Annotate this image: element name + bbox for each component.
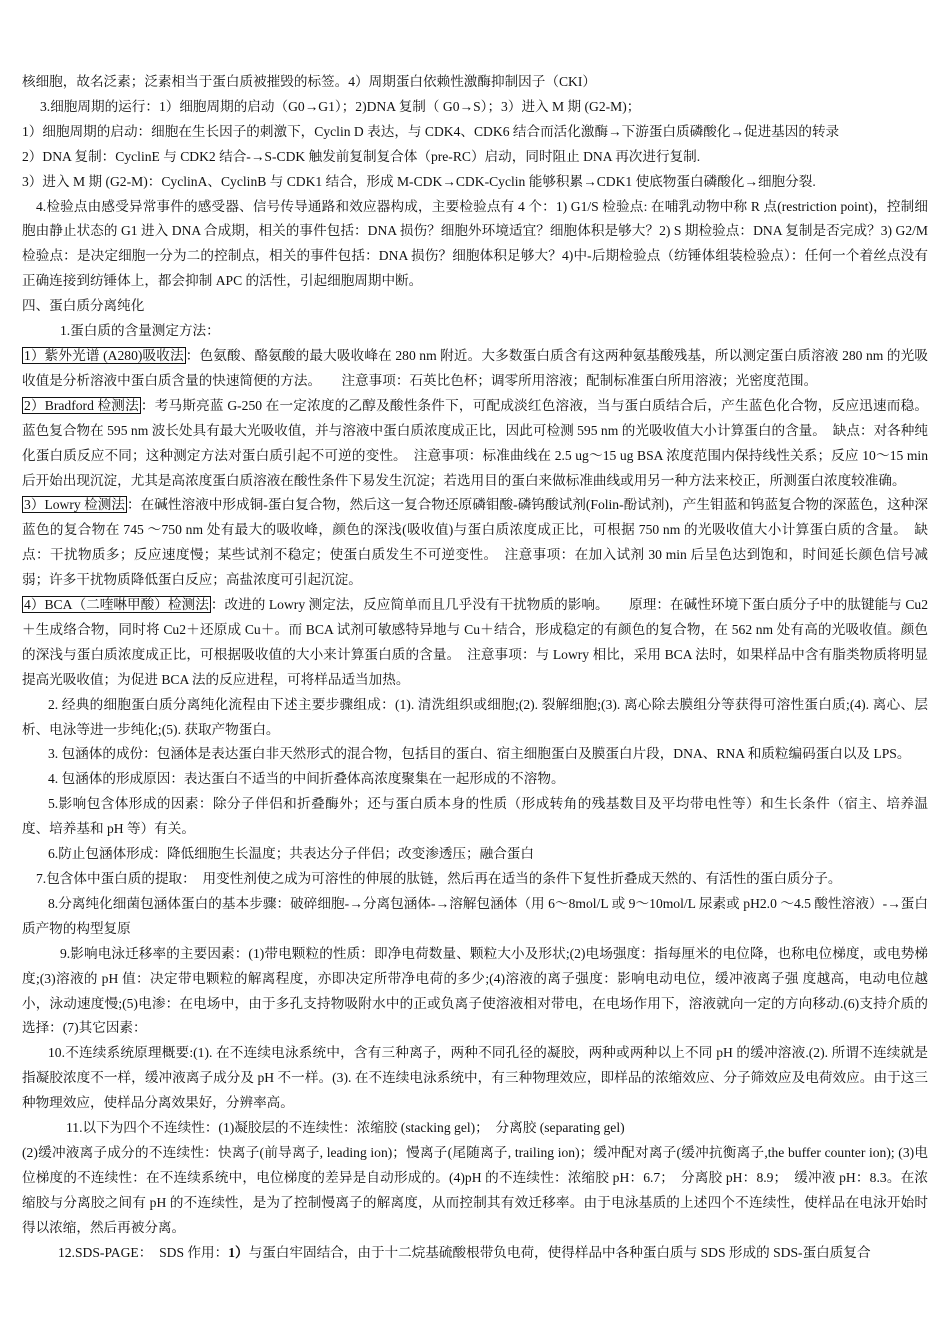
sds-page-heading: 12.SDS-PAGE： SDS 作用： [58, 1244, 229, 1260]
paragraph-discontinuity-details: (2)缓冲液离子成分的不连续性：快离子(前导离子, leading ion)；慢离子(尾随离子, trailing ion)；缓冲配对离子(缓冲抗衡离子,the buffer counter ion); (3)电位梯度的不连续性：在不连续系统中，电位梯度的差异是自动形成的。(4)pH 的不连续性：浓缩胶 pH：6.7； 分离胶 pH：8.9； 缓冲液 pH：8.3。在浓缩胶与分离胶之间有 pH 的不连续性，是为了控制慢离子的解离度，从而控制其有效迁移率。由于电泳基质的上述四个不连续性，使样品在电泳开始时得以浓缩，然后再被分离。 [22, 1144, 928, 1235]
paragraph-m-phase: 3）进入 M 期 (G2-M)：CyclinA、CyclinB 与 CDK1 结合，形成 M-CDK→CDK-Cyclin 能够积累→CDK1 使底物蛋白磷酸化→细胞分裂. [22, 173, 816, 189]
paragraph-bca-method [22, 593, 928, 693]
paragraph-sds-page [22, 1241, 928, 1266]
method-label-bca: 4）BCA（二喹啉甲酸）检测法 [24, 597, 209, 613]
method-label-uv: 1）紫外光谱 (A280)吸收法 [24, 347, 184, 363]
paragraph-checkpoints: 4.检验点由感受异常事件的感受器、信号传导通路和效应器构成，主要检验点有 4 个：1) G1/S 检验点: 在哺乳动物中称 R 点(restriction point)，控制细胞由静止状态的 G1 进入 DNA 合成期，相关的事件包括：DNA 损伤？细胞外环境适宜？细胞体积是够大？2) S 期检验点：DNA 复制是否完成？3) G2/M 检验点：是决定细胞一分为二的控制点，相关的事件包括：DNA 损伤？细胞体积足够大？4)中-后期检验点（纺锤体组装检验点）：任何一个着丝点没有正确连接到纺锤体上，都会抑制 APC 的活性，引起细胞周期中断。 [22, 198, 928, 289]
subheading-protein-quantification: 1.蛋白质的含量测定方法： [60, 323, 220, 339]
method-text-uv: ：色氨酸、酪氨酸的最大吸收峰在 280 nm 附近。大多数蛋白质含有这两种氨基酸残基，所以测定蛋白质溶液 280 nm 的光吸收值是分析溶液中蛋白质含量的快速简便的方法。 注意事项：石英比色杯；调零所用溶液；配制标准蛋白所用溶液；光密度范围。 [22, 347, 928, 388]
paragraph-lowry-method [22, 493, 928, 593]
paragraph-purification-workflow: 2. 经典的细胞蛋白质分离纯化流程由下述主要步骤组成：(1). 清洗组织或细胞;(2). 裂解细胞;(3). 离心除去膜组分等获得可溶性蛋白质;(4). 离心、层析、电泳等进一步纯化;(5). 获取产物蛋白。 [22, 696, 928, 737]
paragraph-four-discontinuities: 11.以下为四个不连续性：(1)凝胶层的不连续性：浓缩胶 (stacking gel)； 分离胶 (separating gel) [66, 1120, 625, 1136]
paragraph-electrophoresis-factors: 9.影响电泳迁移率的主要因素：(1)带电颗粒的性质：即净电荷数量、颗粒大小及形状;(2)电场强度：指每厘米的电位降，也称电位梯度，或电势梯度;(3)溶液的 pH 值：决定带电颗粒的解离程度，亦即决定所带净电荷的多少;(4)溶液的离子强度：影响电动电位，缓冲液离子强 度越高，电动电位越小，泳动速度慢;(5)电渗：在电场中，由于多孔支持物吸附水中的正或负离子使溶液相对带电，在电场作用下，溶液就向一定的方向移动.(6)支持介质的选择：(7)其它因素： [22, 945, 928, 1036]
paragraph-inclusion-body-factors: 5.影响包含体形成的因素：除分子伴侣和折叠酶外；还与蛋白质本身的性质（形成转角的残基数目及平均带电性等）和生长条件（宿主、培养温度、培养基和 pH 等）有关。 [22, 796, 928, 837]
sds-page-item-number: 1） [228, 1244, 249, 1260]
section-heading-protein-purification: 四、蛋白质分离纯化 [22, 298, 145, 314]
paragraph-dna-replication: 2）DNA 复制：CyclinE 与 CDK2 结合-→S-CDK 触发前复制复合体（pre-RC）启动，同时阻止 DNA 再次进行复制. [22, 148, 701, 164]
method-text-lowry: ：在碱性溶液中形成铜-蛋白复合物，然后这一复合物还原磷钼酸-磷钨酸试剂(Folin-酚试剂)，产生钼蓝和钨蓝复合物的深蓝色，这种深蓝色的复合物在 745 ～750 nm 处有最大的吸收峰，颜色的深浅(吸收值)与蛋白质浓度成正比，可根据 750 nm 的光吸收值大小计算蛋白质的含量。 缺点：干扰物质多；反应速度慢；某些试剂不稳定；使蛋白质发生不可逆变性。 注意事项：在加入试剂 30 min 后呈色达到饱和，时间延长颜色信号减弱；许多干扰物质降低蛋白反应；高盐浓度可引起沉淀。 [22, 497, 929, 588]
paragraph-inclusion-body-cause: 4. 包涵体的形成原因：表达蛋白不适当的中间折叠体高浓度聚集在一起形成的不溶物。 [48, 771, 565, 787]
method-label-lowry: 3）Lowry 检测法 [24, 497, 126, 513]
paragraph-cell-cycle-run: 3.细胞周期的运行：1）细胞周期的启动（G0→G1）；2)DNA 复制（ G0→S）；3）进入 M 期 (G2-M)； [40, 98, 641, 114]
paragraph-cycle-start: 1）细胞周期的启动：细胞在生长因子的刺激下，Cyclin D 表达，与 CDK4、CDK6 结合而活化激酶→下游蛋白质磷酸化→促进基因的转录 [22, 123, 840, 139]
paragraph-discontinuous-system: 10.不连续系统原理概要:(1). 在不连续电泳系统中，含有三种离子，两种不同孔径的凝胶，两种或两种以上不同 pH 的缓冲溶液.(2). 所谓不连续就是指凝胶浓度不一样，缓冲液离子成分及 pH 不一样。(3). 在不连续电泳系统中，有三种物理效应，即样品的浓缩效应、分子筛效应及电荷效应。由于这三种物理效应，使样品分离效果好，分辨率高。 [22, 1045, 928, 1111]
method-text-bca: ：改进的 Lowry 测定法，反应简单而且几乎没有干扰物质的影响。 原理：在碱性环境下蛋白质分子中的肽键能与 Cu2＋生成络合物，同时将 Cu2＋还原成 Cu＋。而 BCA 试剂可敏感特异地与 Cu＋结合，形成稳定的有颜色的复合物，在 562 nm 处有高的光吸收值。颜色的深浅与蛋白质浓度成正比，可根据吸收值的大小来计算蛋白质的含量。 注意事项：与 Lowry 相比，采用 BCA 法时，如果样品中含有脂类物质将明显提高光吸收值；为促进 BCA 法的反应进程，可将样品适当加热。 [22, 597, 928, 687]
paragraph-inclusion-body-prevention: 6.防止包涵体形成：降低细胞生长温度；共表达分子伴侣；改变渗透压；融合蛋白 [48, 846, 534, 862]
paragraph-bradford-method [22, 394, 928, 494]
paragraph-inclusion-body-composition: 3. 包涵体的成份：包涵体是表达蛋白非天然形式的混合物，包括目的蛋白、宿主细胞蛋白及膜蛋白片段，DNA、RNA 和质粒编码蛋白以及 LPS。 [48, 746, 911, 762]
paragraph-inclusion-body-steps: 8.分离纯化细菌包涵体蛋白的基本步骤：破碎细胞-→分离包涵体-→溶解包涵体（用 6～8mol/L 或 9～10mol/L 尿素或 pH2.0 ～4.5 酸性溶液）-→蛋白质产物的构型复原 [22, 895, 928, 936]
sds-page-text: 与蛋白牢固结合，由于十二烷基硫酸根带负电荷，使得样品中各种蛋白质与 SDS 形成的 SDS-蛋白质复合 [248, 1244, 871, 1260]
paragraph-uv-method [22, 344, 928, 394]
method-text-bradford: ：考马斯亮蓝 G-250 在一定浓度的乙醇及酸性条件下，可配成淡红色溶液，当与蛋白质结合后，产生蓝色化合物，反应迅速而稳。蓝色复合物在 595 nm 波长处具有最大光吸收值，并与溶液中蛋白质浓度成正比，因此可检测 595 nm 的光吸收值大小计算蛋白的含量。 缺点：对各种纯化蛋白质反应不同；这种测定方法对蛋白质引起不可逆的变性。 注意事项：标准曲线在 2.5 ug～15 ug BSA 浓度范围内保持线性关系；反应 10～15 min 后开始出现沉淀，尤其是高浓度蛋白质溶液在酸性条件下易发生沉淀；若选用目的蛋白来做标准曲线或用另一种方法来校正，所测蛋白浓度较准确。 [22, 397, 928, 488]
method-label-bradford: 2）Bradford 检测法 [24, 397, 139, 413]
paragraph-inclusion-body-extraction: 7.包含体中蛋白质的提取： 用变性剂使之成为可溶性的伸展的肽链，然后再在适当的条件下复性折叠成天然的、有活性的蛋白质分子。 [36, 871, 842, 886]
paragraph-ubiquitin: 核细胞，故名泛素；泛素相当于蛋白质被摧毁的标签。4）周期蛋白依赖性激酶抑制因子（CKI） [22, 74, 596, 89]
